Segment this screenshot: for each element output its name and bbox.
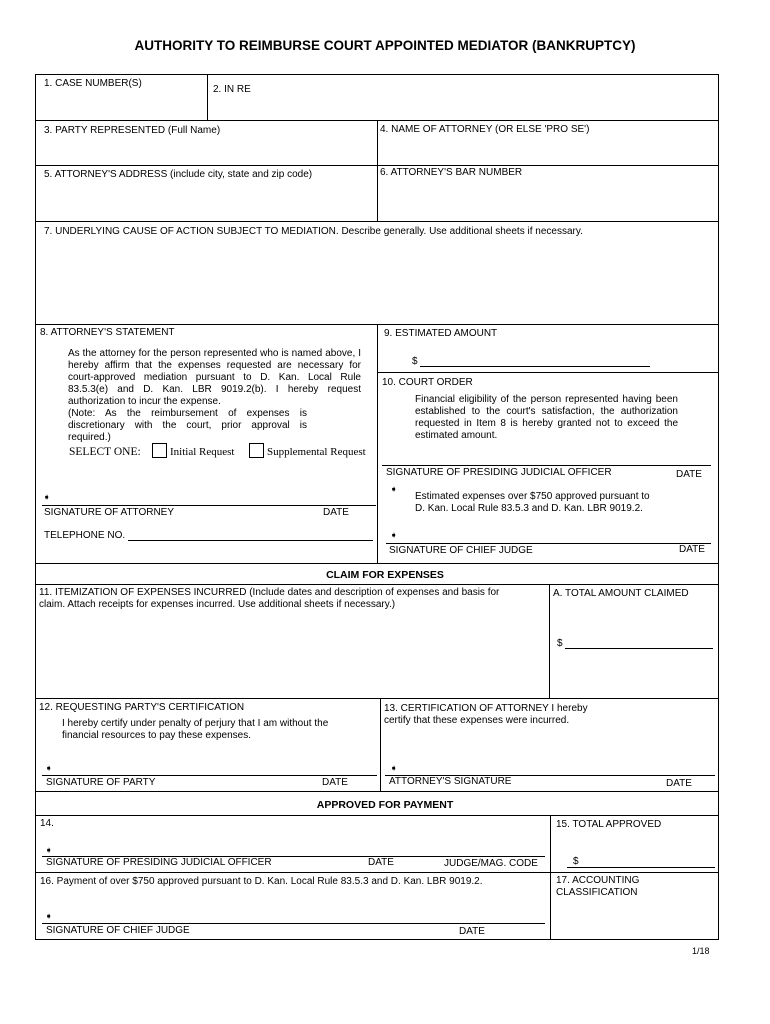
approved-header: APPROVED FOR PAYMENT — [316, 799, 454, 811]
signature-chief-judge-label: SIGNATURE OF CHIEF JUDGE — [46, 925, 190, 936]
estimated-amount-line[interactable] — [420, 366, 650, 367]
signature-chief-judge-label: SIGNATURE OF CHIEF JUDGE — [389, 545, 533, 556]
arrow-icon: ➧ — [390, 484, 398, 494]
date-label: DATE — [322, 777, 348, 788]
itemization-label: 11. ITEMIZATION OF EXPENSES INCURRED (Include dates and description of expenses and basis for claim. Attach receipts for expenses incurred. Use additional sheets if necessary.) — [39, 587, 500, 610]
arrow-icon: ➧ — [45, 845, 53, 855]
dollar-sign: $ — [557, 638, 563, 649]
estimated-amount-label: 9. ESTIMATED AMOUNT — [384, 328, 498, 339]
divider — [35, 563, 719, 564]
total-approved-line[interactable] — [567, 867, 715, 868]
total-claimed-line[interactable] — [565, 648, 713, 649]
claim-header: CLAIM FOR EXPENSES — [326, 569, 444, 581]
estimated-over-text: Estimated expenses over $750 approved pursuant to D. Kan. Local Rule 83.5.3 and D. Kan. LBR 9019.2. — [415, 491, 650, 514]
arrow-icon: ➧ — [390, 763, 398, 773]
item-14-label: 14. — [40, 818, 54, 829]
date-label: DATE — [676, 469, 702, 480]
divider — [35, 872, 719, 873]
supplemental-request-checkbox[interactable] — [249, 443, 264, 458]
supplemental-request-label: Supplemental Request — [267, 446, 366, 458]
divider — [377, 120, 378, 221]
signature-of-attorney-label: SIGNATURE OF ATTORNEY — [44, 507, 175, 518]
date-label: DATE — [666, 778, 692, 789]
date-label: DATE — [459, 926, 485, 937]
divider — [377, 324, 378, 563]
item-16-label: 16. Payment of over $750 approved pursuant to D. Kan. Local Rule 83.5.3 and D. Kan. LBR 9019.2. — [40, 876, 483, 887]
divider — [35, 165, 719, 166]
frame-top — [35, 74, 719, 75]
date-label: DATE — [323, 507, 349, 518]
divider — [549, 584, 550, 698]
arrow-icon: ➧ — [45, 911, 53, 921]
party-represented-label: 3. PARTY REPRESENTED (Full Name) — [44, 125, 221, 136]
chief-judge-signature-line[interactable] — [386, 543, 711, 544]
total-approved-label: 15. TOTAL APPROVED — [556, 819, 662, 830]
dollar-sign: $ — [573, 856, 579, 867]
divider — [35, 815, 719, 816]
initial-request-checkbox[interactable] — [152, 443, 167, 458]
divider — [35, 698, 719, 699]
frame-bottom — [35, 939, 719, 940]
signature-presiding-label: SIGNATURE OF PRESIDING JUDICIAL OFFICER — [46, 857, 272, 868]
case-number-label: 1. CASE NUMBER(S) — [44, 78, 142, 89]
party-certification-text: I hereby certify under penalty of perjury that I am without the financial resources to pay these expenses. — [62, 718, 329, 741]
court-order-text: Financial eligibility of the person represented having been established to the court's satisfaction, the authorization requested in Item 8 is hereby granted not to exceed the estimated amount. — [415, 394, 678, 441]
divider — [377, 372, 719, 373]
presiding-signature-line[interactable] — [382, 465, 711, 466]
divider — [550, 815, 551, 939]
bar-number-label: 6. ATTORNEY'S BAR NUMBER — [380, 167, 523, 178]
signature-presiding-label: SIGNATURE OF PRESIDING JUDICIAL OFFICER — [386, 467, 612, 478]
telephone-line[interactable] — [128, 540, 373, 541]
arrow-icon: ➧ — [43, 492, 51, 502]
attorney-signature-line[interactable] — [42, 505, 376, 506]
dollar-sign: $ — [412, 356, 418, 367]
total-claimed-label: A. TOTAL AMOUNT CLAIMED — [553, 588, 689, 599]
arrow-icon: ➧ — [390, 530, 398, 540]
divider — [380, 698, 381, 791]
signature-of-party-label: SIGNATURE OF PARTY — [46, 777, 156, 788]
telephone-label: TELEPHONE NO. — [44, 530, 126, 541]
attorney-statement-text: As the attorney for the person represented who is named above, I hereby affirm that the expenses requested are necessary for court-approved mediation pursuant to D. Kan. Local Rule 83.5.3(e) and D. Kan. LBR 9019.2(b). I hereby request authorization to incur the expense. — [68, 348, 361, 407]
date-label: DATE — [368, 857, 394, 868]
form-title: AUTHORITY TO REIMBURSE COURT APPOINTED MEDIATOR (BANKRUPTCY) — [134, 38, 636, 53]
chief-judge-final-signature-line[interactable] — [42, 923, 545, 924]
attorneys-signature-label: ATTORNEY'S SIGNATURE — [389, 776, 512, 787]
attorney-name-label: 4. NAME OF ATTORNEY (OR ELSE 'PRO SE') — [380, 124, 590, 135]
select-one-label: SELECT ONE: — [69, 446, 141, 458]
accounting-classification-label: 17. ACCOUNTING CLASSIFICATION — [556, 875, 640, 898]
attorney-statement-note: (Note: As the reimbursement of expenses is discretionary with the court, prior approval is required.) — [68, 408, 307, 443]
attorney-address-label: 5. ATTORNEY'S ADDRESS (include city, state and zip code) — [44, 169, 313, 180]
court-order-label: 10. COURT ORDER — [382, 377, 473, 388]
in-re-label: 2. IN RE — [213, 84, 251, 95]
cause-of-action-label: 7. UNDERLYING CAUSE OF ACTION SUBJECT TO MEDIATION. Describe generally. Use additional sheets if necessary. — [44, 226, 583, 237]
attorney-statement-label: 8. ATTORNEY'S STATEMENT — [40, 327, 175, 338]
divider — [35, 221, 719, 222]
divider — [35, 791, 719, 792]
arrow-icon: ➧ — [45, 763, 53, 773]
divider — [35, 584, 719, 585]
divider — [207, 74, 208, 120]
attorney-certification-label: 13. CERTIFICATION OF ATTORNEY I hereby certify that these expenses were incurred. — [384, 703, 588, 726]
initial-request-label: Initial Request — [170, 446, 235, 458]
date-label: DATE — [679, 544, 705, 555]
party-certification-label: 12. REQUESTING PARTY'S CERTIFICATION — [39, 702, 245, 713]
page-identifier: 1/18 — [692, 946, 710, 956]
party-signature-line[interactable] — [42, 775, 377, 776]
judge-code-label: JUDGE/MAG. CODE — [444, 858, 538, 869]
